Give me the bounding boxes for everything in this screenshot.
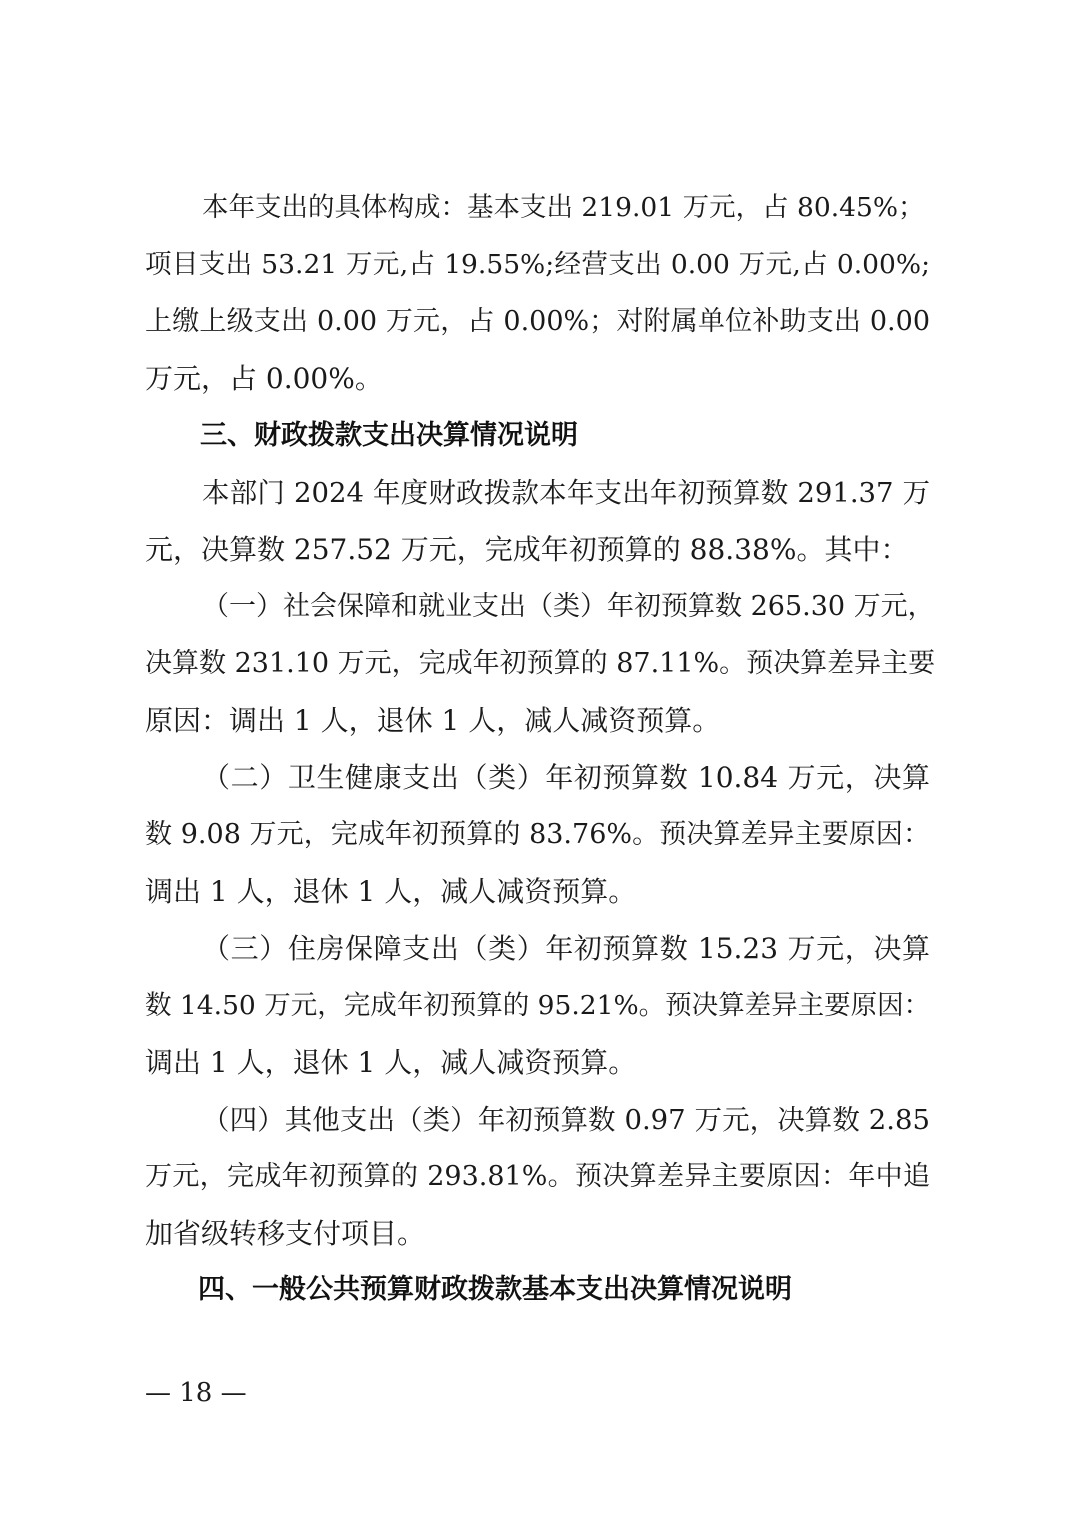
item-4-line-1: （四）其他支出（类）年初预算数 0.97 万元，决算数 2.85 bbox=[202, 1104, 930, 1136]
section-3-intro-line-2: 元，决算数 257.52 万元，完成年初预算的 88.38%。其中： bbox=[145, 533, 909, 566]
item-1-line-3: 原因：调出 1 人，退休 1 人，减人减资预算。 bbox=[145, 704, 721, 737]
item-3-line-1: （三）住房保障支出（类）年初预算数 15.23 万元，决算 bbox=[202, 932, 930, 965]
item-1-line-2: 决算数 231.10 万元，完成年初预算的 87.11%。预决算差异主要 bbox=[145, 648, 936, 679]
section-3-heading: 三、财政拨款支出决算情况说明 bbox=[200, 420, 578, 451]
item-4-line-2: 万元，完成年初预算的 293.81%。预决算差异主要原因：年中追 bbox=[145, 1161, 930, 1192]
expense-composition-line-4: 万元，占 0.00%。 bbox=[145, 362, 383, 395]
item-3-line-3: 调出 1 人，退休 1 人，减人减资预算。 bbox=[145, 1046, 637, 1079]
expense-composition-line-2: 项目支出 53.21 万元,占 19.55%;经营支出 0.00 万元,占 0.00%; bbox=[145, 249, 930, 280]
item-4-line-3: 加省级转移支付项目。 bbox=[145, 1217, 426, 1250]
page-number: — 18 — bbox=[145, 1378, 247, 1408]
section-3-intro-line-1: 本部门 2024 年度财政拨款本年支出年初预算数 291.37 万 bbox=[202, 477, 930, 509]
expense-composition-line-1: 本年支出的具体构成：基本支出 219.01 万元，占 80.45%； bbox=[202, 192, 925, 223]
item-2-line-1: （二）卫生健康支出（类）年初预算数 10.84 万元，决算 bbox=[202, 761, 930, 794]
item-2-line-3: 调出 1 人，退休 1 人，减人减资预算。 bbox=[145, 875, 637, 908]
item-3-line-2: 数 14.50 万元，完成年初预算的 95.21%。预决算差异主要原因： bbox=[145, 990, 931, 1021]
item-2-line-2: 数 9.08 万元，完成年初预算的 83.76%。预决算差异主要原因： bbox=[145, 819, 930, 850]
expense-composition-line-3: 上缴上级支出 0.00 万元，占 0.00%；对附属单位补助支出 0.00 bbox=[145, 306, 930, 337]
item-1-line-1: （一）社会保障和就业支出（类）年初预算数 265.30 万元， bbox=[202, 591, 935, 622]
section-4-heading: 四、一般公共预算财政拨款基本支出决算情况说明 bbox=[198, 1274, 792, 1305]
